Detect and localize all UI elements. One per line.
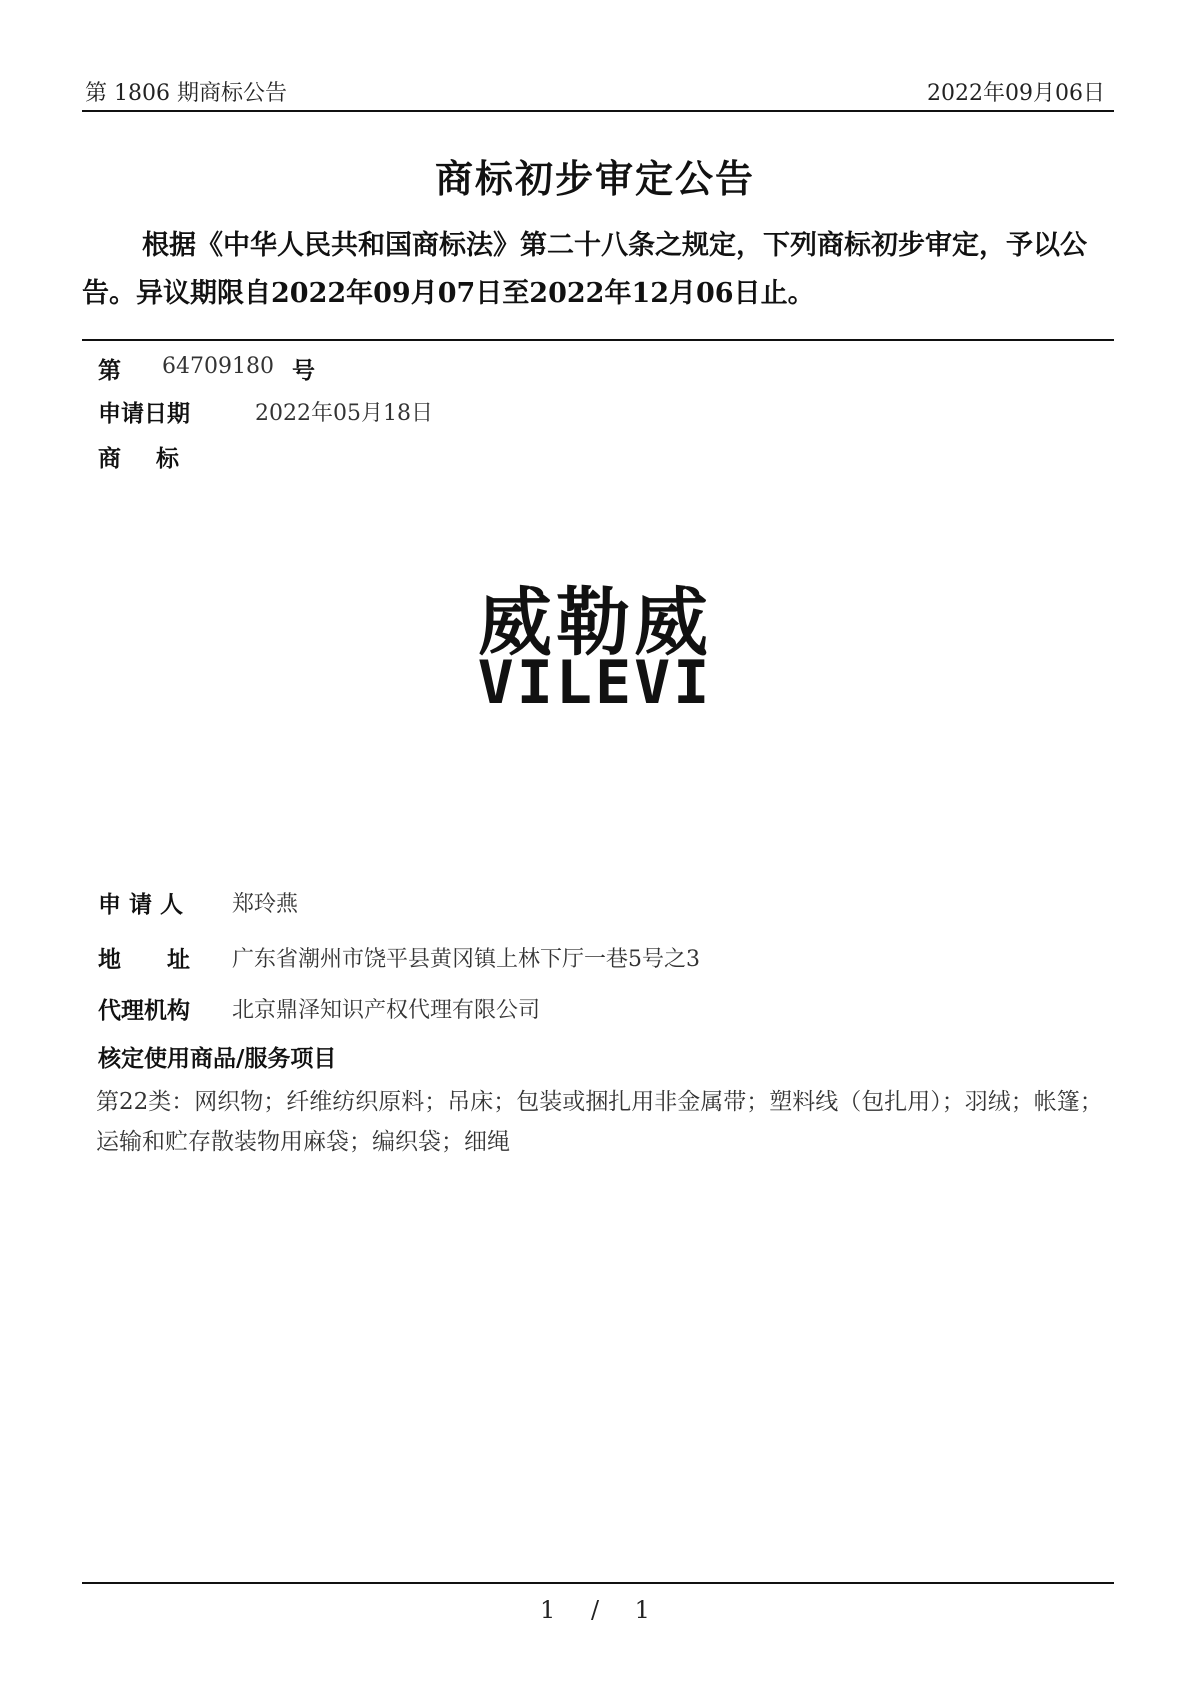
applicant-name: 郑玲燕 [232,892,299,917]
issue-number: 第 1806 期商标公告 [85,81,287,106]
section-divider [82,339,1114,341]
agent-label: 代理机构 [98,998,190,1024]
goods-list: 第22类：网织物；纤维纺织原料；吊床；包装或捆扎用非金属带；塑料线（包扎用）；羽绒；帐篷；运输和贮存散装物用麻袋；编织袋；细绳 [96,1089,1103,1155]
trademark-label: 商 标 [98,446,185,472]
notice-intro: 根据《中华人民共和国商标法》第二十八条之规定，下列商标初步审定，予以公告。异议期限自2022年09月07日至2022年12月06日止。 [82,230,1087,309]
header-divider [82,110,1114,112]
applicant-label: 申 请 人 [98,892,184,918]
goods-label: 核定使用商品/服务项目 [98,1046,337,1072]
application-date-label: 申请日期 [98,401,190,427]
issue-date: 2022年09月06日 [927,81,1105,106]
address-label: 地 址 [98,947,190,973]
trademark-logo-cn: 威勒威 [478,580,712,666]
registration-number: 64709180 [162,354,274,379]
address-value: 广东省潮州市饶平县黄冈镇上林下厅一巷5号之3 [232,947,700,972]
page-title: 商标初步审定公告 [434,156,755,201]
number-prefix: 第 [98,358,121,384]
page-number: 1 / 1 [540,1596,650,1624]
number-suffix: 号 [292,358,315,384]
trademark-logo-en: VILEVI [477,648,713,718]
application-date: 2022年05月18日 [255,401,433,426]
footer-divider [82,1582,1114,1584]
agent-value: 北京鼎泽知识产权代理有限公司 [232,998,541,1023]
